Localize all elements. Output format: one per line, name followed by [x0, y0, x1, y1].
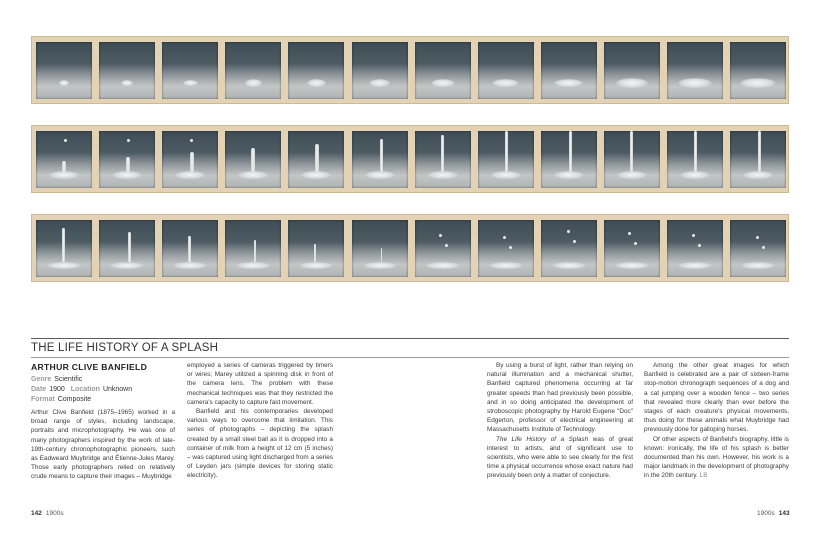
right-page-number: 143 [778, 510, 790, 517]
splash-base [617, 171, 647, 179]
splash-crown [369, 79, 391, 87]
splash-column [314, 244, 316, 262]
splash-base [49, 171, 79, 179]
col3-paragraph-2-rest: was of great interest to artists, and of significant use to scientists, who were able to see clearly for the first time a physical occurrence whose exact nature had previously been only a matter of conjecture. [487, 435, 633, 480]
splash-photo-frame [288, 220, 344, 277]
splash-crown [492, 79, 519, 88]
section-title: THE LIFE HISTORY OF A SPLASH [31, 342, 219, 354]
splash-crown [59, 80, 69, 86]
splash-photo-frame [730, 220, 786, 277]
splash-photo-frame [352, 42, 408, 99]
splash-photo-frame [288, 42, 344, 99]
location-value: Unknown [102, 386, 133, 393]
splash-photo-frame [99, 42, 155, 99]
splash-photo-frame [225, 42, 281, 99]
splash-photo-frame [36, 131, 92, 188]
genre-value: Scientific [54, 376, 83, 383]
author-initials: LB [699, 472, 708, 480]
splash-droplet [127, 139, 130, 142]
splash-column [254, 240, 256, 262]
splash-photo-frame [288, 131, 344, 188]
splash-photo-frame [162, 131, 218, 188]
splash-ripple [741, 262, 775, 269]
col4-paragraph-1: Among the other great images for which Banfield is celebrated are a pair of sixteen-frame stop-motion chronograph sequences of a dog and a cat jumping over a wooden fence – two series that revealed more clearly than ever before the stages of each creature's physical movements, thus doing for these animals what Muybridge had previously done for galloping horses. [644, 362, 789, 434]
col4-paragraph-2-text: Of other aspects of Banfield's biography, little is known: ironically, the life of his splash is better documented than his own. However, his work is a major landmark in the development of photography in the 20th century. [644, 435, 789, 480]
splash-crown [678, 78, 712, 88]
splash-droplet [64, 139, 67, 142]
col4-paragraph-2 [644, 435, 789, 481]
splash-ripple [363, 262, 397, 269]
splash-photo-frame [604, 131, 660, 188]
text-column-2 [187, 361, 333, 481]
splash-photo-frame [541, 220, 597, 277]
text-column-3 [487, 361, 633, 481]
splash-base [743, 171, 773, 179]
splash-photo-frame [667, 42, 723, 99]
film-strip-row-1 [31, 36, 789, 104]
splash-column [62, 228, 65, 262]
splash-column [380, 139, 383, 175]
folio-left [31, 510, 64, 517]
splash-base [680, 171, 710, 179]
splash-crown [121, 80, 133, 86]
splash-photo-frame [667, 220, 723, 277]
splash-photo-frame [478, 131, 534, 188]
splash-droplet [762, 246, 765, 249]
splash-base [428, 171, 458, 179]
date-label: Date [31, 386, 47, 393]
splash-crown [554, 79, 583, 88]
section-rule [31, 338, 789, 339]
splash-droplet [439, 234, 442, 237]
right-section: 1900s [757, 510, 775, 517]
splash-photo-frame [99, 220, 155, 277]
splash-crown [431, 79, 455, 87]
splash-crown [307, 79, 326, 86]
format-value: Composite [57, 396, 92, 403]
splash-droplet [190, 139, 193, 142]
splash-ripple [552, 262, 586, 269]
splash-column [630, 131, 633, 175]
splash-ripple [678, 262, 712, 269]
splash-droplet [692, 234, 695, 237]
splash-photo-frame [36, 220, 92, 277]
splash-photo-frame [99, 131, 155, 188]
splash-column [441, 135, 444, 175]
splash-droplet [445, 244, 448, 247]
splash-photo-frame [162, 220, 218, 277]
splash-base [238, 171, 268, 179]
genre-label: Genre [31, 376, 52, 383]
splash-photo-frame [541, 42, 597, 99]
splash-crown [740, 78, 776, 88]
splash-ripple [489, 262, 523, 269]
col3-paragraph-1: By using a burst of light, rather than relying on natural illumination and a mechanical shutter, Banfield captured phenomena occurring at far greater speeds than had previously been possible, and in so doing anticipated the development of stroboscopic photography by Harold Eugene "Doc" Edgerton, professor of electrical engineering at Massachusetts Institute of Technology. [487, 362, 633, 434]
splash-crown [183, 80, 198, 87]
splash-photo-frame [225, 131, 281, 188]
meta-format [31, 396, 97, 403]
col2-paragraph-1: employed a series of cameras triggered by timers or wires; Marey utilized a spinning disk in front of the camera lens. The problem with these mechanical techniques was that they restricted the camera's capacity to capture fast movement. [187, 362, 333, 406]
splash-photo-frame [352, 131, 408, 188]
splash-droplet [634, 242, 637, 245]
splash-column [694, 131, 697, 175]
splash-photo-frame [352, 220, 408, 277]
splash-crown [245, 79, 262, 86]
splash-photo-frame [730, 42, 786, 99]
splash-base [365, 171, 395, 179]
splash-column [758, 131, 761, 175]
splash-photo-frame [225, 220, 281, 277]
text-column-4 [644, 361, 789, 481]
location-label: Location [70, 386, 100, 393]
splash-base [301, 171, 331, 179]
splash-base [554, 171, 584, 179]
splash-column [381, 248, 383, 262]
splash-droplet [503, 236, 506, 239]
splash-ripple [173, 262, 207, 269]
splash-column [188, 236, 190, 262]
splash-photo-frame [478, 42, 534, 99]
col2-paragraph-2: Banfield and his contemporaries developed various ways to overcome that limitation. This series of photographs – depicting the splash created by a small steel ball as it is dropped into a container of milk from a height of 12 cm (5 inches) – was captured using light discharged from a series of Leyden jars (simple devices for storing static electricity). [187, 408, 333, 480]
film-strip-row-3 [31, 214, 789, 282]
splash-ripple [47, 262, 81, 269]
text-column-1 [31, 408, 175, 482]
artist-name: ARTHUR CLIVE BANFIELD [31, 362, 148, 372]
splash-photo-frame [36, 42, 92, 99]
format-label: Format [31, 396, 55, 403]
splash-droplet [628, 232, 631, 235]
splash-photo-frame [541, 131, 597, 188]
splash-photo-frame [415, 220, 471, 277]
splash-droplet [756, 236, 759, 239]
splash-column [569, 131, 572, 175]
splash-crown [616, 78, 647, 87]
meta-date-location [31, 386, 138, 393]
splash-base [491, 171, 521, 179]
splash-ripple [299, 262, 333, 269]
splash-ripple [615, 262, 649, 269]
splash-droplet [573, 240, 576, 243]
splash-photo-frame [604, 42, 660, 99]
splash-photo-frame [415, 131, 471, 188]
splash-photo-frame [667, 131, 723, 188]
splash-photo-frame [604, 220, 660, 277]
splash-ripple [110, 262, 144, 269]
splash-base [175, 171, 205, 179]
splash-photo-frame [730, 131, 786, 188]
title-underline [31, 357, 789, 358]
date-value: 1900 [49, 386, 65, 393]
splash-ripple [426, 262, 460, 269]
col1-paragraph: Arthur Clive Banfield (1875–1965) worked in a broad range of styles, including landscape, portraits and microphotography. He was one of many photographers inspired by the work of late-19th-century chronophotographic pioneers, such as Eadweard Muybridge and Étienne-Jules Marey. Those early photographers relied on relatively crude means to capture their images – Muybridge [31, 409, 175, 481]
folio-right [757, 510, 790, 517]
splash-base [112, 171, 142, 179]
splash-droplet [698, 244, 701, 247]
col3-artwork-title: The Life History of a Splash [496, 435, 589, 443]
splash-photo-frame [478, 220, 534, 277]
left-section: 1900s [45, 510, 64, 517]
splash-photo-frame [415, 42, 471, 99]
splash-column [505, 131, 508, 175]
left-page-number: 142 [31, 510, 42, 517]
splash-photo-frame [162, 42, 218, 99]
splash-column [128, 232, 131, 262]
col3-paragraph-2 [487, 435, 633, 481]
splash-droplet [509, 246, 512, 249]
film-strip-row-2 [31, 125, 789, 193]
meta-genre [31, 376, 88, 383]
splash-ripple [236, 262, 270, 269]
splash-droplet [567, 230, 570, 233]
